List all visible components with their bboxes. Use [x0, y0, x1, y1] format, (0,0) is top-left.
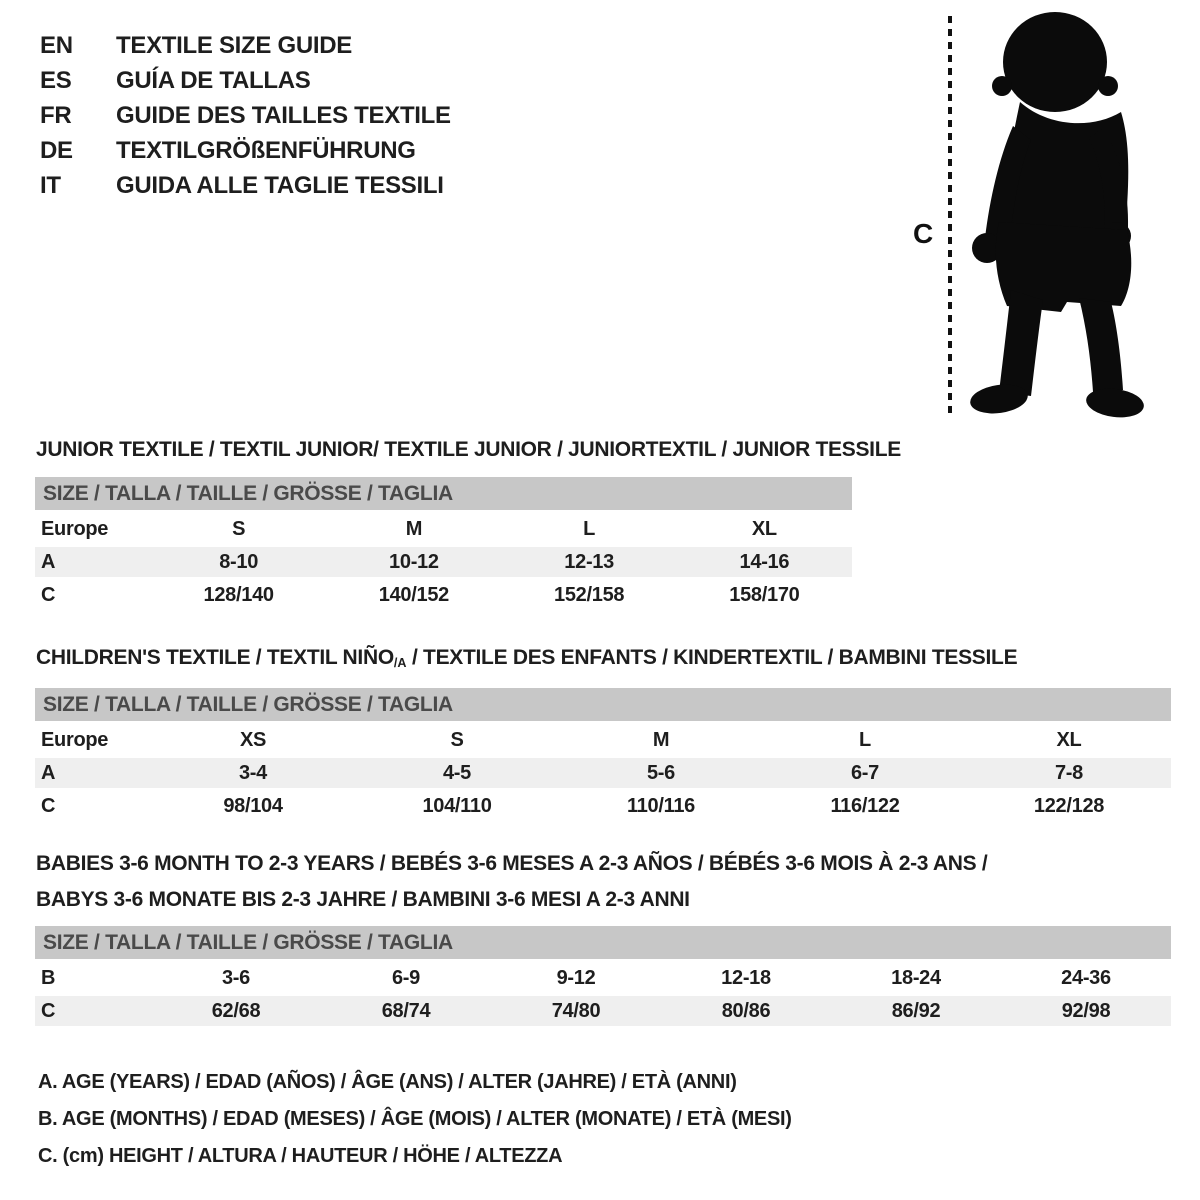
- table-row: [35, 758, 1171, 788]
- toddler-silhouette: [895, 0, 1155, 430]
- figure-block: [895, 0, 1155, 430]
- children-title-subscript: /A: [393, 655, 407, 670]
- table-cell: M: [652, 728, 670, 751]
- row-label: C: [41, 794, 56, 817]
- language-code: FR: [40, 101, 72, 129]
- table-cell: 10-12: [389, 550, 439, 573]
- table-cell: 3-6: [221, 966, 250, 989]
- table-cell: 14-16: [739, 550, 790, 573]
- table-cell: L: [859, 728, 871, 751]
- table-cell: 128/140: [203, 583, 274, 606]
- table-cell: 104/110: [422, 794, 492, 817]
- table-cell: 74/80: [551, 999, 601, 1022]
- table-cell: S: [232, 517, 246, 540]
- children-section-title: [36, 646, 1017, 670]
- language-title: GUIDA ALLE TAGLIE TESSILI: [116, 171, 444, 199]
- table-cell: 62/68: [211, 999, 261, 1022]
- language-row: [40, 133, 451, 168]
- table-cell: 24-36: [1061, 966, 1111, 989]
- legend-block: [38, 1064, 792, 1175]
- table-row: [35, 963, 1171, 993]
- table-cell: 8-10: [219, 550, 259, 573]
- table-cell: 80/86: [721, 999, 771, 1022]
- table-cell: 98/104: [223, 794, 283, 817]
- children-table: [35, 688, 1171, 824]
- table-cell: M: [405, 517, 423, 540]
- language-row: [40, 168, 451, 203]
- language-code: ES: [40, 66, 72, 94]
- table-cell: 92/98: [1061, 999, 1111, 1022]
- table-cell: 4-5: [442, 761, 471, 784]
- language-row: [40, 28, 451, 63]
- babies-title-line1: BABIES 3-6 MONTH TO 2-3 YEARS / BEBÉS 3-6 MESES A 2-3 AÑOS / BÉBÉS 3-6 MOIS À 2-3 ANS /: [36, 852, 988, 875]
- table-cell: 116/122: [830, 794, 900, 817]
- table-cell: 18-24: [891, 966, 941, 989]
- row-label: Europe: [41, 728, 109, 751]
- table-row: [35, 547, 852, 577]
- language-row: [40, 63, 451, 98]
- row-label: A: [41, 550, 56, 573]
- legend-item-a: A. AGE (YEARS) / EDAD (AÑOS) / ÂGE (ANS) / ALTER (JAHRE) / ETÀ (ANNI): [38, 1071, 737, 1093]
- language-code: DE: [40, 136, 73, 164]
- table-cell: 68/74: [381, 999, 431, 1022]
- language-code: IT: [40, 171, 61, 199]
- table-cell: 7-8: [1054, 761, 1083, 784]
- babies-table: [35, 926, 1171, 1029]
- table-row: [35, 791, 1171, 821]
- language-title: TEXTILE SIZE GUIDE: [116, 31, 352, 59]
- row-label: C: [41, 999, 56, 1022]
- table-cell: 6-9: [391, 966, 420, 989]
- junior-section-title: JUNIOR TEXTILE / TEXTIL JUNIOR/ TEXTILE JUNIOR / JUNIORTEXTIL / JUNIOR TESSILE: [36, 438, 901, 461]
- table-cell: 6-7: [850, 761, 879, 784]
- table-cell: XL: [751, 517, 777, 540]
- junior-table: [35, 477, 852, 613]
- table-row: [35, 725, 1171, 755]
- language-code: EN: [40, 31, 73, 59]
- table-cell: 110/116: [627, 794, 695, 817]
- table-cell: 122/128: [1033, 794, 1105, 817]
- babies-title-line2: BABYS 3-6 MONATE BIS 2-3 JAHRE / BAMBINI 3-6 MESI A 2-3 ANNI: [36, 888, 690, 911]
- language-title: GUÍA DE TALLAS: [116, 66, 311, 94]
- toddler-body: [968, 12, 1145, 420]
- table-row: [35, 580, 852, 610]
- size-header-bar: SIZE / TALLA / TAILLE / GRÖSSE / TAGLIA: [35, 477, 852, 510]
- table-cell: 152/158: [554, 583, 625, 606]
- row-label: Europe: [41, 517, 109, 540]
- children-title-part2: / TEXTILE DES ENFANTS / KINDERTEXTIL / BAMBINI TESSILE: [406, 646, 1018, 669]
- row-label: A: [41, 761, 56, 784]
- table-cell: 158/170: [729, 583, 800, 606]
- language-title-block: [40, 28, 451, 203]
- table-cell: 12-18: [721, 966, 771, 989]
- table-cell: S: [450, 728, 464, 751]
- babies-section-title: [36, 846, 987, 918]
- row-label: B: [41, 966, 56, 989]
- legend-item-c: C. (cm) HEIGHT / ALTURA / HAUTEUR / HÖHE / ALTEZZA: [38, 1145, 563, 1167]
- row-label: C: [41, 583, 56, 606]
- table-row: [35, 514, 852, 544]
- size-header-bar: SIZE / TALLA / TAILLE / GRÖSSE / TAGLIA: [35, 688, 1171, 721]
- table-cell: 12-13: [564, 550, 614, 573]
- table-cell: 9-12: [556, 966, 596, 989]
- table-cell: 5-6: [646, 761, 675, 784]
- height-measure-label: C: [913, 218, 933, 249]
- language-title: GUIDE DES TAILLES TEXTILE: [116, 101, 451, 129]
- language-title: TEXTILGRÖßENFÜHRUNG: [116, 136, 416, 164]
- table-cell: L: [583, 517, 596, 540]
- table-cell: 140/152: [378, 583, 449, 606]
- children-title-part1: CHILDREN'S TEXTILE / TEXTIL NIÑO: [36, 646, 394, 669]
- legend-item-b: B. AGE (MONTHS) / EDAD (MESES) / ÂGE (MOIS) / ALTER (MONATE) / ETÀ (MESI): [38, 1108, 792, 1130]
- table-cell: 3-4: [238, 761, 267, 784]
- table-cell: XL: [1056, 728, 1082, 751]
- language-row: [40, 98, 451, 133]
- size-header-bar: SIZE / TALLA / TAILLE / GRÖSSE / TAGLIA: [35, 926, 1171, 959]
- table-row: [35, 996, 1171, 1026]
- table-cell: 86/92: [891, 999, 941, 1022]
- table-cell: XS: [239, 728, 267, 751]
